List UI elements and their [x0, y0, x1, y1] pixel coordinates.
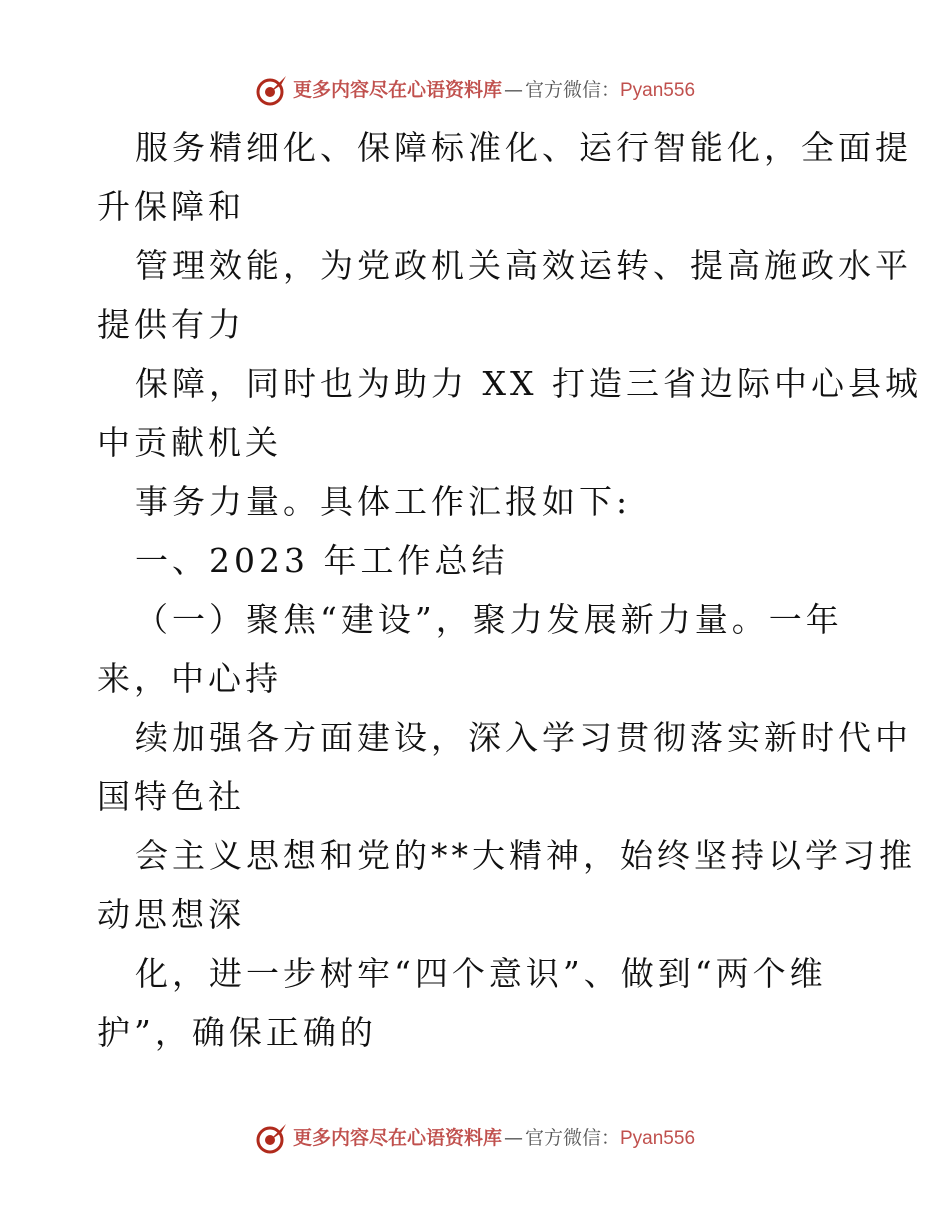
text-line: （一）聚焦“建设”，聚力发展新力量。一年 — [135, 600, 843, 639]
footer-wechat-id: Pyan556 — [620, 1127, 696, 1149]
quill-logo-icon — [255, 73, 289, 107]
text-line: 事务力量。具体工作汇报如下: — [135, 482, 632, 521]
text-line: 来，中心持 — [97, 659, 282, 698]
text-line: 续加强各方面建设，深入学习贯彻落实新时代中 — [135, 718, 912, 757]
header-separator: — — [503, 78, 523, 101]
document-body — [97, 118, 922, 1062]
quill-logo-icon — [255, 1121, 289, 1155]
text-line: 升保障和 — [97, 187, 245, 226]
footer-banner — [0, 1118, 950, 1158]
text-line: 服务精细化、保障标准化、运行智能化，全面提 — [135, 128, 912, 167]
text-line: 中贡献机关 — [97, 423, 282, 462]
header-brand-text: 更多内容尽在心语资料库 — [292, 78, 502, 101]
text-line: 保障，同时也为助力 XX 打造三省边际中心县城 — [135, 364, 922, 403]
footer-wechat-label: 官方微信： — [524, 1126, 620, 1149]
text-line: 护”，确保正确的 — [97, 1013, 377, 1052]
text-line: 动思想深 — [97, 895, 245, 934]
header-wechat-label: 官方微信： — [524, 78, 620, 101]
text-line: 一、2023 年工作总结 — [135, 541, 509, 580]
text-line: 会主义思想和党的**大精神，始终坚持以学习推 — [135, 836, 916, 875]
text-line: 提供有力 — [97, 305, 245, 344]
text-line: 管理效能，为党政机关高效运转、提高施政水平 — [135, 246, 912, 285]
footer-brand-text: 更多内容尽在心语资料库 — [292, 1126, 502, 1149]
footer-separator: — — [503, 1126, 523, 1149]
header-wechat-id: Pyan556 — [620, 79, 696, 101]
text-line: 国特色社 — [97, 777, 245, 816]
header-banner — [0, 70, 950, 110]
text-line: 化，进一步树牢“四个意识”、做到“两个维 — [135, 954, 827, 993]
